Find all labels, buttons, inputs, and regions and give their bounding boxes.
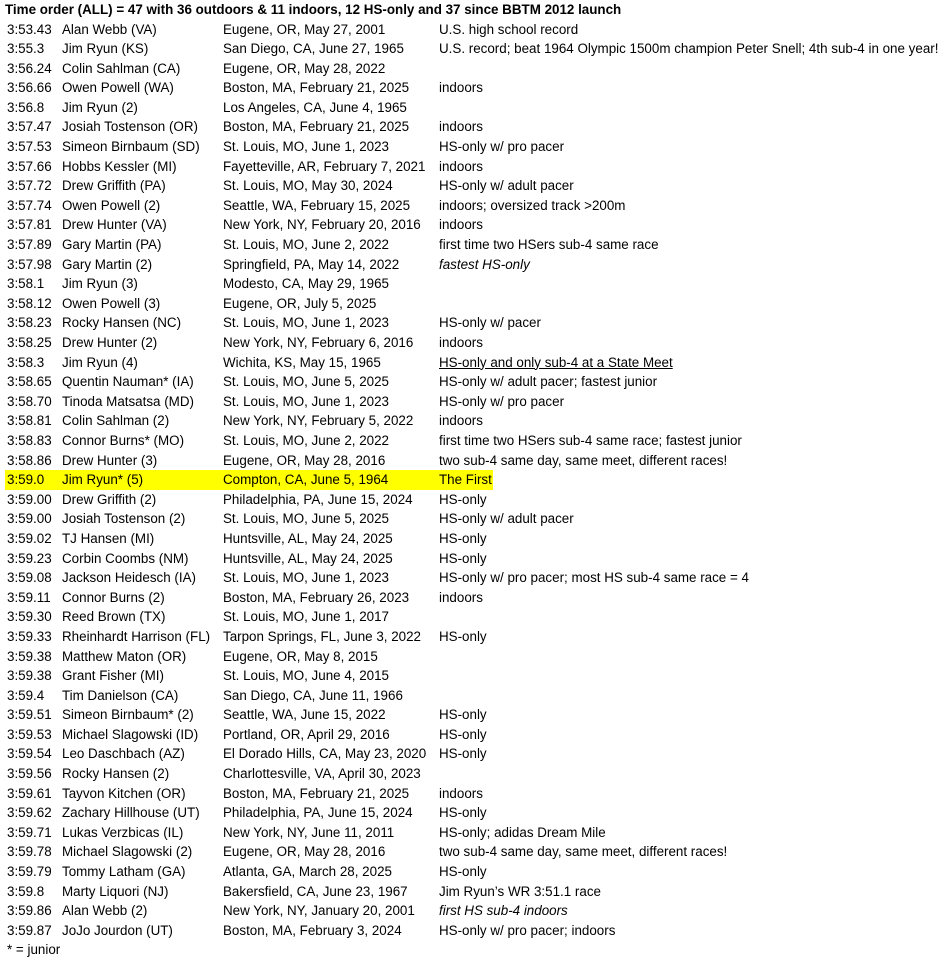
location-date-cell: Boston, MA, February 21, 2025 [223,785,410,801]
time-cell: 3:58.12 [7,295,52,311]
location-date-cell: St. Louis, MO, June 4, 2015 [223,668,389,684]
athlete-cell: Zachary Hillhouse (UT) [62,805,200,821]
table-row [5,39,950,59]
location-date-cell: Compton, CA, June 5, 1964 [223,472,389,488]
table-row [5,666,950,686]
table-row [5,568,950,588]
spreadsheet [5,0,950,960]
time-cell: 3:57.53 [7,139,52,155]
athlete-cell: Simeon Birnbaum* (2) [62,707,194,723]
sheet-title: Time order (ALL) = 47 with 36 outdoors & 11 indoors, 12 HS-only and 37 since BBTM 2012 launch [5,2,622,17]
note-cell: indoors [439,589,483,605]
table-row [5,294,950,314]
location-date-cell: Boston, MA, February 3, 2024 [223,922,402,938]
table-row [5,607,950,627]
location-date-cell: Eugene, OR, May 8, 2015 [223,648,378,664]
note-cell: first time two HSers sub-4 same race [439,237,659,253]
note-cell: HS-only w/ pro pacer; indoors [439,922,616,938]
athlete-cell: JoJo Jourdon (UT) [62,922,173,938]
time-cell: 3:59.33 [7,628,52,644]
athlete-cell: Jim Ryun* (5) [62,472,144,488]
table-row-highlighted [5,470,493,490]
location-date-cell: Eugene, OR, May 27, 2001 [223,21,386,37]
location-date-cell: Boston, MA, February 21, 2025 [223,119,410,135]
note-cell: HS-only [439,707,487,723]
time-cell: 3:59.87 [7,922,52,938]
table-row [5,842,950,862]
location-date-cell: Charlottesville, VA, April 30, 2023 [223,766,421,782]
table-row [5,215,950,235]
time-cell: 3:56.24 [7,60,52,76]
time-cell: 3:56.8 [7,99,45,115]
location-date-cell: New York, NY, January 20, 2001 [223,903,415,919]
time-cell: 3:53.43 [7,21,52,37]
time-cell: 3:59.38 [7,668,52,684]
table-row [5,744,950,764]
athlete-cell: Reed Brown (TX) [62,609,166,625]
note-cell: indoors [439,119,483,135]
location-date-cell: Seattle, WA, June 15, 2022 [223,707,386,723]
location-date-cell: Boston, MA, February 21, 2025 [223,80,410,96]
time-cell: 3:57.47 [7,119,52,135]
note-cell: first HS sub-4 indoors [439,903,568,919]
location-date-cell: Huntsville, AL, May 24, 2025 [223,550,393,566]
note-cell: HS-only w/ pro pacer [439,393,565,409]
location-date-cell: Tarpon Springs, FL, June 3, 2022 [223,628,422,644]
results-table [5,20,950,941]
table-row [5,705,950,725]
time-cell: 3:57.81 [7,217,52,233]
table-row [5,78,950,98]
athlete-cell: Owen Powell (3) [62,295,161,311]
note-cell: HS-only w/ adult pacer; fastest junior [439,374,658,390]
table-row [5,588,950,608]
table-row [5,333,950,353]
note-cell: two sub-4 same day, same meet, different races! [439,844,728,860]
time-cell: 3:59.79 [7,864,52,880]
table-row [5,255,950,275]
table-row [5,882,950,902]
time-cell: 3:58.65 [7,374,52,390]
note-cell: HS-only [439,491,487,507]
location-date-cell: New York, NY, June 11, 2011 [223,824,395,840]
athlete-cell: Drew Hunter (3) [62,452,158,468]
athlete-cell: Tayvon Kitchen (OR) [62,785,186,801]
note-cell: HS-only w/ pro pacer; most HS sub-4 same race = 4 [439,570,749,586]
table-row [5,725,950,745]
location-date-cell: St. Louis, MO, June 5, 2025 [223,374,389,390]
note-cell: two sub-4 same day, same meet, different races! [439,452,728,468]
note-cell: HS-only [439,726,487,742]
time-cell: 3:58.1 [7,276,45,292]
time-cell: 3:59.00 [7,491,52,507]
location-date-cell: St. Louis, MO, June 1, 2023 [223,315,389,331]
table-row [5,549,950,569]
time-cell: 3:58.83 [7,432,52,448]
time-cell: 3:59.0 [7,472,45,488]
location-date-cell: Eugene, OR, May 28, 2016 [223,844,386,860]
athlete-cell: Alan Webb (VA) [62,21,157,37]
table-row [5,176,950,196]
location-date-cell: Seattle, WA, February 15, 2025 [223,197,411,213]
location-date-cell: St. Louis, MO, June 1, 2017 [223,609,389,625]
time-cell: 3:59.54 [7,746,52,762]
athlete-cell: Owen Powell (2) [62,197,161,213]
location-date-cell: Philadelphia, PA, June 15, 2024 [223,805,413,821]
time-cell: 3:55.3 [7,41,45,57]
location-date-cell: New York, NY, February 5, 2022 [223,413,414,429]
athlete-cell: Josiah Tostenson (OR) [62,119,198,135]
table-row [5,627,950,647]
time-cell: 3:59.86 [7,903,52,919]
table-row [5,862,950,882]
table-row [5,411,950,431]
location-date-cell: St. Louis, MO, May 30, 2024 [223,178,393,194]
location-date-cell: Eugene, OR, July 5, 2025 [223,295,377,311]
athlete-cell: Jackson Heidesch (IA) [62,570,196,586]
time-cell: 3:58.70 [7,393,52,409]
time-cell: 3:59.61 [7,785,52,801]
time-cell: 3:59.30 [7,609,52,625]
time-cell: 3:57.72 [7,178,52,194]
note-cell: HS-only w/ adult pacer [439,511,574,527]
time-cell: 3:59.08 [7,570,52,586]
table-row [5,372,950,392]
table-row [5,686,950,706]
location-date-cell: Los Angeles, CA, June 4, 1965 [223,99,407,115]
note-cell: HS-only [439,550,487,566]
location-date-cell: Bakersfield, CA, June 23, 1967 [223,883,408,899]
note-cell: HS-only w/ adult pacer [439,178,574,194]
time-cell: 3:59.8 [7,883,45,899]
table-row [5,98,950,118]
athlete-cell: Drew Griffith (2) [62,491,157,507]
time-cell: 3:58.86 [7,452,52,468]
athlete-cell: Jim Ryun (3) [62,276,138,292]
table-row [5,20,950,40]
note-cell: HS-only and only sub-4 at a State Meet [439,354,673,370]
note-cell: fastest HS-only [439,256,530,272]
time-cell: 3:57.89 [7,237,52,253]
table-row [5,313,950,333]
athlete-cell: Owen Powell (WA) [62,80,174,96]
note-cell: indoors [439,80,483,96]
athlete-cell: Jim Ryun (4) [62,354,138,370]
athlete-cell: Quentin Nauman* (IA) [62,374,194,390]
location-date-cell: St. Louis, MO, June 1, 2023 [223,139,389,155]
athlete-cell: Lukas Verzbicas (IL) [62,824,184,840]
athlete-cell: Simeon Birnbaum (SD) [62,139,200,155]
note-cell: The First [439,472,492,488]
athlete-cell: Rocky Hansen (2) [62,766,170,782]
table-row [5,392,950,412]
location-date-cell: Wichita, KS, May 15, 1965 [223,354,381,370]
table-row [5,647,950,667]
time-cell: 3:57.74 [7,197,52,213]
time-cell: 3:59.23 [7,550,52,566]
location-date-cell: Modesto, CA, May 29, 1965 [223,276,389,292]
athlete-cell: Leo Daschbach (AZ) [62,746,185,762]
location-date-cell: San Diego, CA, June 11, 1966 [223,687,403,703]
time-cell: 3:59.38 [7,648,52,664]
location-date-cell: New York, NY, February 20, 2016 [223,217,421,233]
location-date-cell: Huntsville, AL, May 24, 2025 [223,530,393,546]
time-cell: 3:58.81 [7,413,52,429]
location-date-cell: Fayetteville, AR, February 7, 2021 [223,158,426,174]
note-cell: U.S. high school record [439,21,579,37]
table-row [5,59,950,79]
time-cell: 3:59.53 [7,726,52,742]
athlete-cell: Connor Burns* (MO) [62,432,185,448]
note-cell: HS-only; adidas Dream Mile [439,824,606,840]
time-cell: 3:59.00 [7,511,52,527]
athlete-cell: Hobbs Kessler (MI) [62,158,177,174]
time-cell: 3:59.62 [7,805,52,821]
athlete-cell: TJ Hansen (MI) [62,530,155,546]
time-cell: 3:59.56 [7,766,52,782]
time-cell: 3:59.51 [7,707,52,723]
note-cell: HS-only [439,746,487,762]
table-row [5,823,950,843]
time-cell: 3:59.4 [7,687,45,703]
location-date-cell: El Dorado Hills, CA, May 23, 2020 [223,746,427,762]
athlete-cell: Gary Martin (PA) [62,237,162,253]
note-cell: HS-only [439,628,487,644]
location-date-cell: Atlanta, GA, March 28, 2025 [223,864,392,880]
location-date-cell: St. Louis, MO, June 1, 2023 [223,393,389,409]
time-cell: 3:58.25 [7,335,52,350]
table-row [5,509,950,529]
note-cell: indoors [439,217,483,233]
table-row [5,921,950,941]
time-cell: 3:57.66 [7,158,52,174]
note-cell: indoors; oversized track >200m [439,197,626,213]
note-cell: indoors [439,158,483,174]
footnote: * = junior [7,942,61,958]
athlete-cell: Jim Ryun (2) [62,99,138,115]
note-cell: indoors [439,413,483,429]
location-date-cell: San Diego, CA, June 27, 1965 [223,41,404,57]
table-row [5,137,950,157]
table-row [5,117,950,137]
location-date-cell: Eugene, OR, May 28, 2016 [223,452,386,468]
note-cell: indoors [439,785,483,801]
athlete-cell: Tim Danielson (CA) [62,687,179,703]
location-date-cell: St. Louis, MO, June 5, 2025 [223,511,389,527]
athlete-cell: Drew Hunter (VA) [62,217,167,233]
note-cell: U.S. record; beat 1964 Olympic 1500m champion Peter Snell; 4th sub-4 in one year! [439,41,939,57]
table-row [5,431,950,451]
note-cell: HS-only [439,530,487,546]
athlete-cell: Colin Sahlman (2) [62,413,170,429]
note-cell: HS-only [439,864,487,880]
athlete-cell: Tinoda Matsatsa (MD) [62,393,194,409]
location-date-cell: Philadelphia, PA, June 15, 2024 [223,491,413,507]
athlete-cell: Rocky Hansen (NC) [62,315,182,331]
time-cell: 3:59.02 [7,530,52,546]
athlete-cell: Drew Griffith (PA) [62,178,166,194]
note-cell: HS-only [439,805,487,821]
time-cell: 3:58.3 [7,354,45,370]
table-row [5,529,950,549]
athlete-cell: Matthew Maton (OR) [62,648,187,664]
athlete-cell: Tommy Latham (GA) [62,864,186,880]
athlete-cell: Jim Ryun (KS) [62,41,149,57]
athlete-cell: Michael Slagowski (2) [62,844,193,860]
table-row [5,764,950,784]
table-row [5,235,950,255]
location-date-cell: Portland, OR, April 29, 2016 [223,726,390,742]
athlete-cell: Colin Sahlman (CA) [62,60,181,76]
note-cell: indoors [439,335,483,350]
note-cell: Jim Ryun’s WR 3:51.1 race [439,883,601,899]
time-cell: 3:56.66 [7,80,52,96]
time-cell: 3:57.98 [7,256,52,272]
time-cell: 3:59.11 [7,589,51,605]
athlete-cell: Josiah Tostenson (2) [62,511,186,527]
location-date-cell: St. Louis, MO, June 1, 2023 [223,570,389,586]
athlete-cell: Grant Fisher (MI) [62,668,164,684]
athlete-cell: Gary Martin (2) [62,256,153,272]
time-cell: 3:58.23 [7,315,52,331]
athlete-cell: Michael Slagowski (ID) [62,726,199,742]
table-row [5,490,950,510]
note-cell: HS-only w/ pacer [439,315,541,331]
athlete-cell: Drew Hunter (2) [62,335,158,350]
athlete-cell: Alan Webb (2) [62,903,148,919]
location-date-cell: New York, NY, February 6, 2016 [223,335,414,350]
time-cell: 3:59.78 [7,844,52,860]
athlete-cell: Connor Burns (2) [62,589,165,605]
note-cell: HS-only w/ pro pacer [439,139,565,155]
table-row [5,451,950,471]
note-cell: first time two HSers sub-4 same race; fastest junior [439,432,742,448]
table-row [5,353,950,373]
table-row [5,901,950,921]
location-date-cell: Springfield, PA, May 14, 2022 [223,256,400,272]
location-date-cell: St. Louis, MO, June 2, 2022 [223,432,389,448]
location-date-cell: Eugene, OR, May 28, 2022 [223,60,386,76]
athlete-cell: Corbin Coombs (NM) [62,550,189,566]
table-row [5,274,950,294]
table-row [5,196,950,216]
time-cell: 3:59.71 [7,824,52,840]
location-date-cell: Boston, MA, February 26, 2023 [223,589,410,605]
athlete-cell: Marty Liquori (NJ) [62,883,169,899]
athlete-cell: Rheinhardt Harrison (FL) [62,628,211,644]
table-row [5,157,950,177]
table-row [5,784,950,804]
location-date-cell: St. Louis, MO, June 2, 2022 [223,237,389,253]
table-row [5,803,950,823]
